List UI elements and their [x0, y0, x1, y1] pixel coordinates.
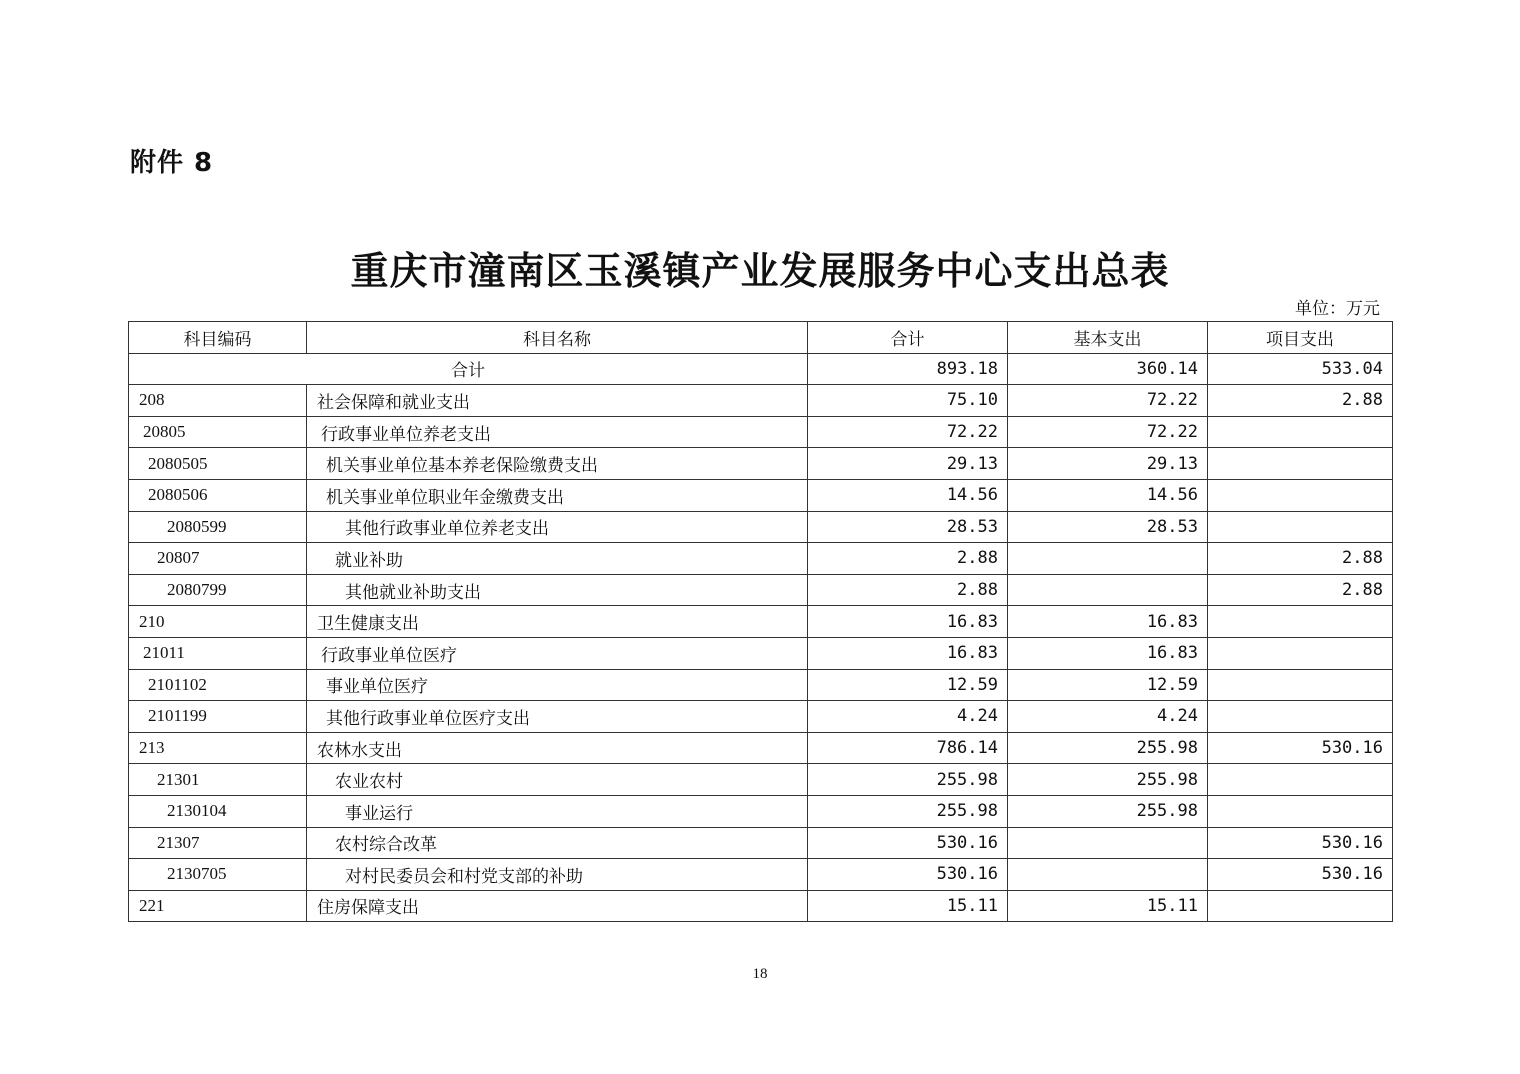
row-basic: 72.22 [1008, 416, 1208, 448]
table-row [129, 606, 1393, 638]
row-project [1208, 701, 1393, 733]
table-row [129, 859, 1393, 891]
row-project: 530.16 [1208, 827, 1393, 859]
row-name: 卫生健康支出 [307, 606, 808, 638]
row-name: 就业补助 [307, 543, 808, 575]
table-row [129, 385, 1393, 417]
table-row [129, 637, 1393, 669]
row-basic: 16.83 [1008, 606, 1208, 638]
row-total: 15.11 [808, 890, 1008, 922]
table-row [129, 416, 1393, 448]
row-total: 530.16 [808, 859, 1008, 891]
table-row [129, 511, 1393, 543]
row-total: 16.83 [808, 637, 1008, 669]
row-basic: 4.24 [1008, 701, 1208, 733]
row-basic: 28.53 [1008, 511, 1208, 543]
table-row [129, 669, 1393, 701]
row-total: 786.14 [808, 732, 1008, 764]
page-number: 18 [752, 966, 768, 982]
total-row [129, 353, 1393, 385]
row-basic [1008, 859, 1208, 891]
row-total: 2.88 [808, 543, 1008, 575]
expenditure-table [128, 321, 1393, 922]
row-code: 2080506 [129, 479, 307, 511]
attachment-label: 附件 8 [130, 148, 214, 178]
table-row [129, 764, 1393, 796]
row-project: 2.88 [1208, 385, 1393, 417]
header-code: 科目编码 [129, 322, 307, 354]
row-code: 21301 [129, 764, 307, 796]
row-project: 2.88 [1208, 574, 1393, 606]
table-row [129, 574, 1393, 606]
row-project [1208, 764, 1393, 796]
row-code: 21307 [129, 827, 307, 859]
row-basic: 16.83 [1008, 637, 1208, 669]
table-row [129, 448, 1393, 480]
row-total: 4.24 [808, 701, 1008, 733]
row-name: 行政事业单位养老支出 [307, 416, 808, 448]
row-total: 530.16 [808, 827, 1008, 859]
row-project [1208, 795, 1393, 827]
row-basic: 255.98 [1008, 732, 1208, 764]
row-total: 72.22 [808, 416, 1008, 448]
row-total: 12.59 [808, 669, 1008, 701]
total-label: 合计 [129, 353, 808, 385]
row-name: 住房保障支出 [307, 890, 808, 922]
row-project [1208, 890, 1393, 922]
table-row [129, 479, 1393, 511]
page-title: 重庆市潼南区玉溪镇产业发展服务中心支出总表 [350, 249, 1170, 293]
row-total: 28.53 [808, 511, 1008, 543]
row-basic [1008, 543, 1208, 575]
table-row [129, 827, 1393, 859]
total-basic: 360.14 [1008, 353, 1208, 385]
row-code: 221 [129, 890, 307, 922]
row-code: 2101102 [129, 669, 307, 701]
row-code: 2130104 [129, 795, 307, 827]
row-name: 事业运行 [307, 795, 808, 827]
row-project [1208, 606, 1393, 638]
row-basic: 15.11 [1008, 890, 1208, 922]
row-name: 农村综合改革 [307, 827, 808, 859]
total-project: 533.04 [1208, 353, 1393, 385]
row-code: 2080599 [129, 511, 307, 543]
row-name: 农业农村 [307, 764, 808, 796]
row-project [1208, 669, 1393, 701]
row-total: 75.10 [808, 385, 1008, 417]
row-name: 机关事业单位职业年金缴费支出 [307, 479, 808, 511]
row-name: 农林水支出 [307, 732, 808, 764]
row-name: 行政事业单位医疗 [307, 637, 808, 669]
total-value: 893.18 [808, 353, 1008, 385]
row-total: 29.13 [808, 448, 1008, 480]
row-total: 255.98 [808, 764, 1008, 796]
row-name: 社会保障和就业支出 [307, 385, 808, 417]
row-code: 2101199 [129, 701, 307, 733]
row-basic [1008, 574, 1208, 606]
header-basic: 基本支出 [1008, 322, 1208, 354]
row-total: 16.83 [808, 606, 1008, 638]
row-project: 530.16 [1208, 859, 1393, 891]
row-basic: 255.98 [1008, 764, 1208, 796]
row-project [1208, 448, 1393, 480]
row-basic: 14.56 [1008, 479, 1208, 511]
row-code: 21011 [129, 637, 307, 669]
row-basic [1008, 827, 1208, 859]
row-code: 20805 [129, 416, 307, 448]
row-project [1208, 637, 1393, 669]
table-row [129, 795, 1393, 827]
row-code: 2080505 [129, 448, 307, 480]
table-row [129, 701, 1393, 733]
header-project: 项目支出 [1208, 322, 1393, 354]
row-project [1208, 511, 1393, 543]
row-project: 530.16 [1208, 732, 1393, 764]
row-code: 2130705 [129, 859, 307, 891]
unit-label: 单位：万元 [1295, 299, 1380, 319]
row-name: 事业单位医疗 [307, 669, 808, 701]
table-header-row [129, 322, 1393, 354]
row-basic: 12.59 [1008, 669, 1208, 701]
row-code: 210 [129, 606, 307, 638]
header-total: 合计 [808, 322, 1008, 354]
row-basic: 255.98 [1008, 795, 1208, 827]
row-basic: 29.13 [1008, 448, 1208, 480]
row-code: 20807 [129, 543, 307, 575]
row-code: 213 [129, 732, 307, 764]
row-name: 其他行政事业单位医疗支出 [307, 701, 808, 733]
row-project [1208, 479, 1393, 511]
row-code: 2080799 [129, 574, 307, 606]
table-row [129, 543, 1393, 575]
table-row [129, 732, 1393, 764]
row-basic: 72.22 [1008, 385, 1208, 417]
row-project: 2.88 [1208, 543, 1393, 575]
row-name: 机关事业单位基本养老保险缴费支出 [307, 448, 808, 480]
row-name: 其他行政事业单位养老支出 [307, 511, 808, 543]
row-total: 14.56 [808, 479, 1008, 511]
row-project [1208, 416, 1393, 448]
row-name: 对村民委员会和村党支部的补助 [307, 859, 808, 891]
row-code: 208 [129, 385, 307, 417]
row-total: 2.88 [808, 574, 1008, 606]
table-row [129, 890, 1393, 922]
header-name: 科目名称 [307, 322, 808, 354]
row-name: 其他就业补助支出 [307, 574, 808, 606]
row-total: 255.98 [808, 795, 1008, 827]
